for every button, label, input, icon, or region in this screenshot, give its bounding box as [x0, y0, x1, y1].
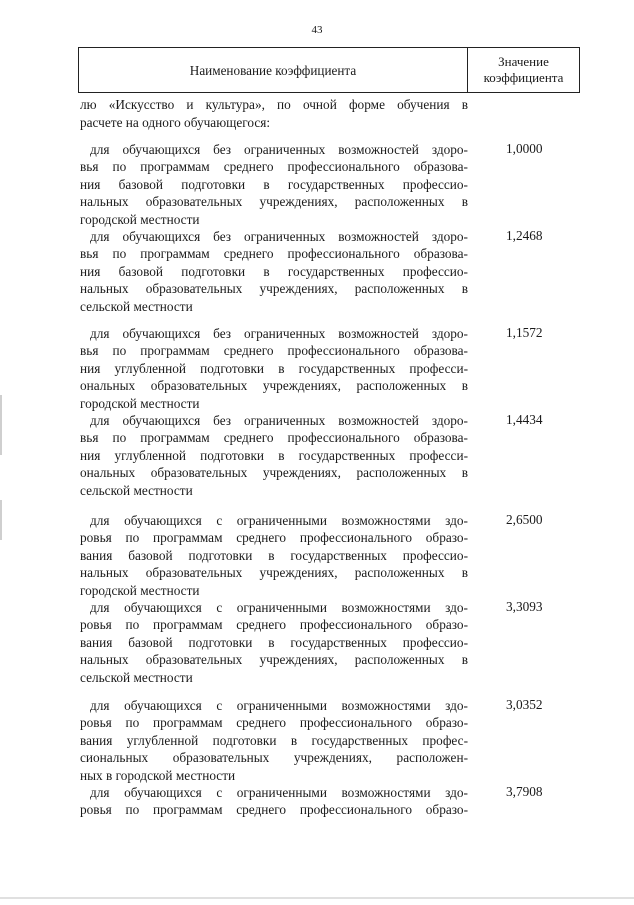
header-value-line2: коэффициента [483, 70, 564, 85]
entry-line: для обучающихся с ограниченными возможностями здо- [90, 785, 468, 800]
scan-edge-mark [0, 500, 2, 540]
entry-line: для обучающихся без ограниченных возможностей здоро- [90, 142, 468, 157]
intro-line: расчете на одного обучающегося: [80, 114, 271, 130]
entry-line: сельской местности [80, 298, 193, 314]
entry-line: нальных образовательных учреждениях, расположенных в [80, 281, 468, 297]
entry-line: для обучающихся с ограниченными возможностями здо- [90, 698, 468, 713]
scan-bottom-edge [0, 897, 634, 899]
entry-line: вания базовой подготовки в государственных профессио- [80, 634, 468, 650]
coefficient-table-header [78, 47, 580, 93]
coefficient-value: 1,1572 [506, 325, 543, 340]
entry-line: городской местности [80, 582, 200, 598]
entry-line: ных в городской местности [80, 767, 236, 783]
entry-line: городской местности [80, 211, 200, 227]
intro-line: лю «Искусство и культура», по очной форме обучения в [80, 97, 468, 112]
coefficient-value: 1,2468 [506, 228, 543, 243]
coefficient-value: 1,0000 [506, 141, 543, 156]
entry-line: вья по программам среднего профессионального образова- [80, 430, 468, 446]
entry-line: для обучающихся без ограниченных возможностей здоро- [90, 229, 468, 244]
page-number: 43 [311, 24, 323, 36]
entry-line: ровья по программам среднего профессионального образо- [80, 715, 468, 731]
entry-line: для обучающихся без ограниченных возможностей здоро- [90, 413, 468, 428]
coefficient-entry [80, 228, 468, 315]
entry-line: сельской местности [80, 482, 193, 498]
entry-line: для обучающихся без ограниченных возможностей здоро- [90, 326, 468, 341]
entry-line: ональных образовательных учреждениях, расположенных в [80, 465, 468, 481]
coefficient-value: 3,0352 [506, 697, 543, 712]
entry-line: вья по программам среднего профессионального образова- [80, 159, 468, 175]
entry-line: ональных образовательных учреждениях, расположенных в [80, 378, 468, 394]
coefficient-entry [80, 141, 468, 228]
coefficient-entry [80, 784, 468, 819]
entry-line: для обучающихся с ограниченными возможностями здо- [90, 600, 468, 615]
coefficient-value: 1,4434 [506, 412, 543, 427]
entry-line: для обучающихся с ограниченными возможностями здо- [90, 513, 468, 528]
coefficient-entry [80, 512, 468, 599]
coefficient-value: 2,6500 [506, 512, 543, 527]
entry-line: нальных образовательных учреждениях, расположенных в [80, 652, 468, 668]
entry-line: ровья по программам среднего профессионального образо- [80, 802, 468, 818]
entry-line: сиональных образовательных учреждениях, расположен- [80, 750, 468, 766]
coefficient-entry [80, 412, 468, 499]
header-coefficient-name: Наименование коэффициента [79, 48, 468, 92]
entry-line: вания углубленной подготовки в государственных профес- [80, 732, 468, 748]
header-coefficient-value [468, 48, 579, 92]
entry-line: ния базовой подготовки в государственных профессио- [80, 263, 468, 279]
coefficient-entry [80, 325, 468, 412]
entry-line: нальных образовательных учреждениях, расположенных в [80, 565, 468, 581]
coefficient-value: 3,3093 [506, 599, 543, 614]
scan-edge-mark [0, 395, 2, 455]
entry-line: вья по программам среднего профессионального образова- [80, 343, 468, 359]
intro-text [80, 96, 468, 131]
coefficient-entry [80, 599, 468, 686]
entry-line: ровья по программам среднего профессионального образо- [80, 530, 468, 546]
entry-line: ния углубленной подготовки в государственных професси- [80, 447, 468, 463]
coefficient-entry [80, 697, 468, 784]
header-value-line1: Значение [498, 54, 549, 69]
coefficient-value: 3,7908 [506, 784, 543, 799]
entry-line: вья по программам среднего профессионального образова- [80, 246, 468, 262]
entry-line: ния базовой подготовки в государственных профессио- [80, 176, 468, 192]
entry-line: ния углубленной подготовки в государственных професси- [80, 360, 468, 376]
entry-line: сельской местности [80, 669, 193, 685]
entry-line: вания базовой подготовки в государственных профессио- [80, 547, 468, 563]
entry-line: нальных образовательных учреждениях, расположенных в [80, 194, 468, 210]
entry-line: городской местности [80, 395, 200, 411]
entry-line: ровья по программам среднего профессионального образо- [80, 617, 468, 633]
